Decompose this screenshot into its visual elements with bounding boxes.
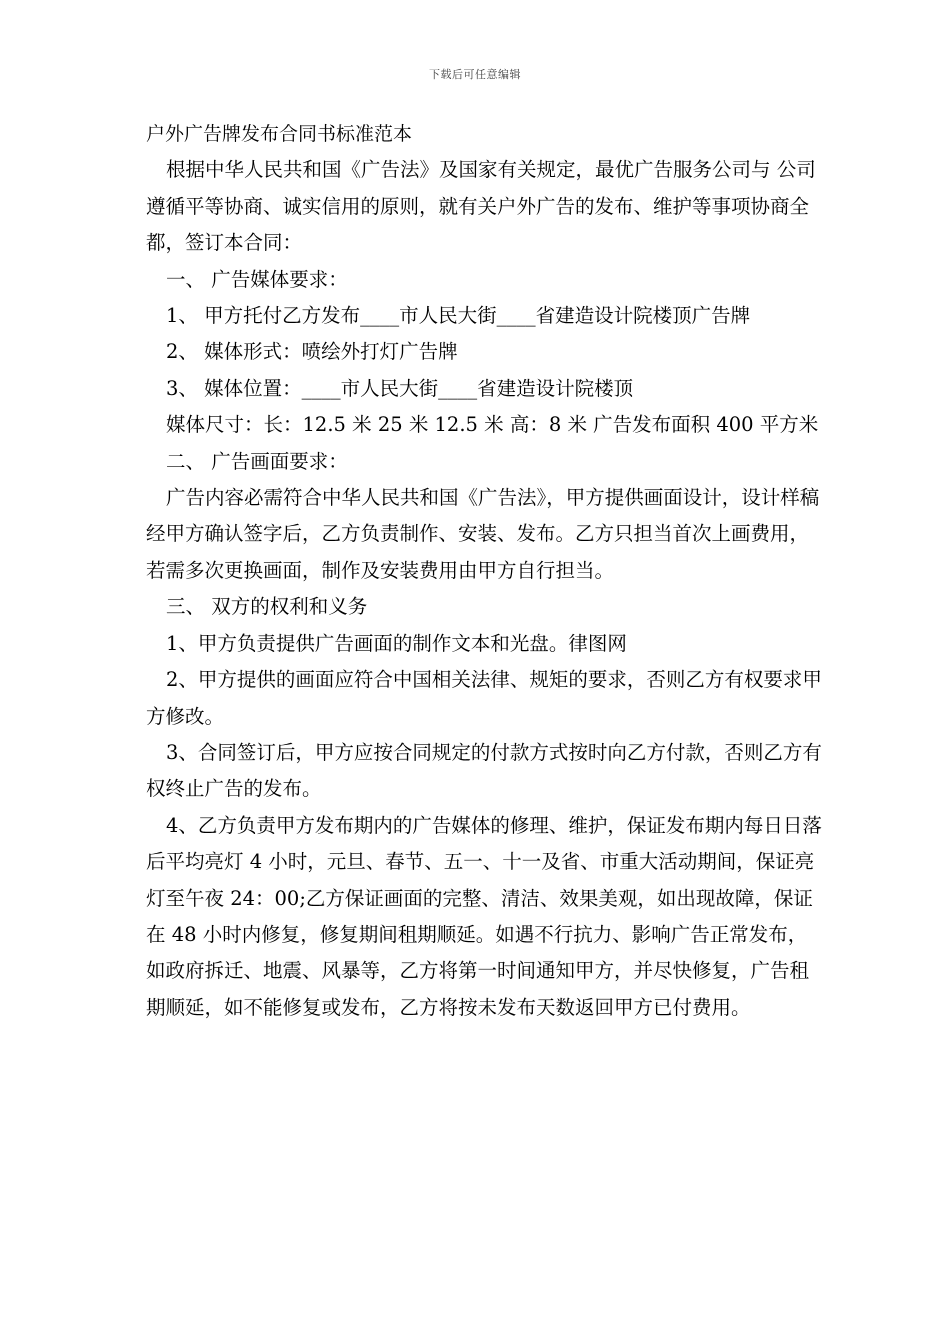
clause-3-2: 2、甲方提供的画面应符合中国相关法律、规矩的要求，否则乙方有权要求甲方修改。: [146, 668, 822, 728]
section-heading-1: 一、 广告媒体要求：: [166, 267, 348, 291]
clause-3-3: 3、合同签订后，甲方应按合同规定的付款方式按时向乙方付款，否则乙方有权终止广告的发布。: [146, 740, 822, 801]
clause-3-4: 4、乙方负责甲方发布期内的广告媒体的修理、维护，保证发布期内每日日落后平均亮灯 4 小时，元旦、春节、五一、十一及省、市重大活动期间，保证亮灯至午夜 24：00;乙方保证画面的完整、清洁、效果美观，如出现故障，保证在 48 小时内修复，修复期间租期顺延。如遇不行抗力、影响广告正常发布，如政府拆迁、地震、风暴等，乙方将第一时间通知甲方，并尽快修复，广告租期顺延，如不能修复或发布，乙方将按未发布天数返回甲方已付费用。: [146, 813, 822, 1019]
clause-media-size: 媒体尺寸：长：12.5 米 25 米 12.5 米 高：8 米 广告发布面积 400 平方米: [166, 413, 819, 437]
section-heading-3: 三、 双方的权利和义务: [166, 595, 368, 619]
document-body: [146, 116, 826, 1026]
section-heading-2: 二、 广告画面要求：: [166, 449, 348, 473]
clause-1-3: 3、 媒体位置：____市人民大街____省建造设计院楼顶: [166, 376, 634, 400]
paragraph-ad-content: 广告内容必需符合中华人民共和国《广告法》，甲方提供画面设计，设计样稿经甲方确认签字后，乙方负责制作、安装、发布。乙方只担当首次上画费用，若需多次更换画面，制作及安装费用由甲方自行担当。: [146, 486, 820, 582]
clause-1-1: 1、 甲方托付乙方发布____市人民大街____省建造设计院楼顶广告牌: [166, 304, 751, 328]
document-title: 户外广告牌发布合同书标准范本: [146, 123, 413, 145]
clause-3-1: 1、甲方负责提供广告画面的制作文本和光盘。律图网: [166, 631, 627, 655]
page-header: 下载后可任意编辑: [429, 68, 521, 81]
paragraph-intro: 根据中华人民共和国《广告法》及国家有关规定，最优广告服务公司与 公司遵循平等协商、诚实信用的原则，就有关户外广告的发布、维护等事项协商全都，签订本合同：: [146, 158, 816, 255]
clause-1-2: 2、 媒体形式：喷绘外打灯广告牌: [166, 340, 458, 364]
